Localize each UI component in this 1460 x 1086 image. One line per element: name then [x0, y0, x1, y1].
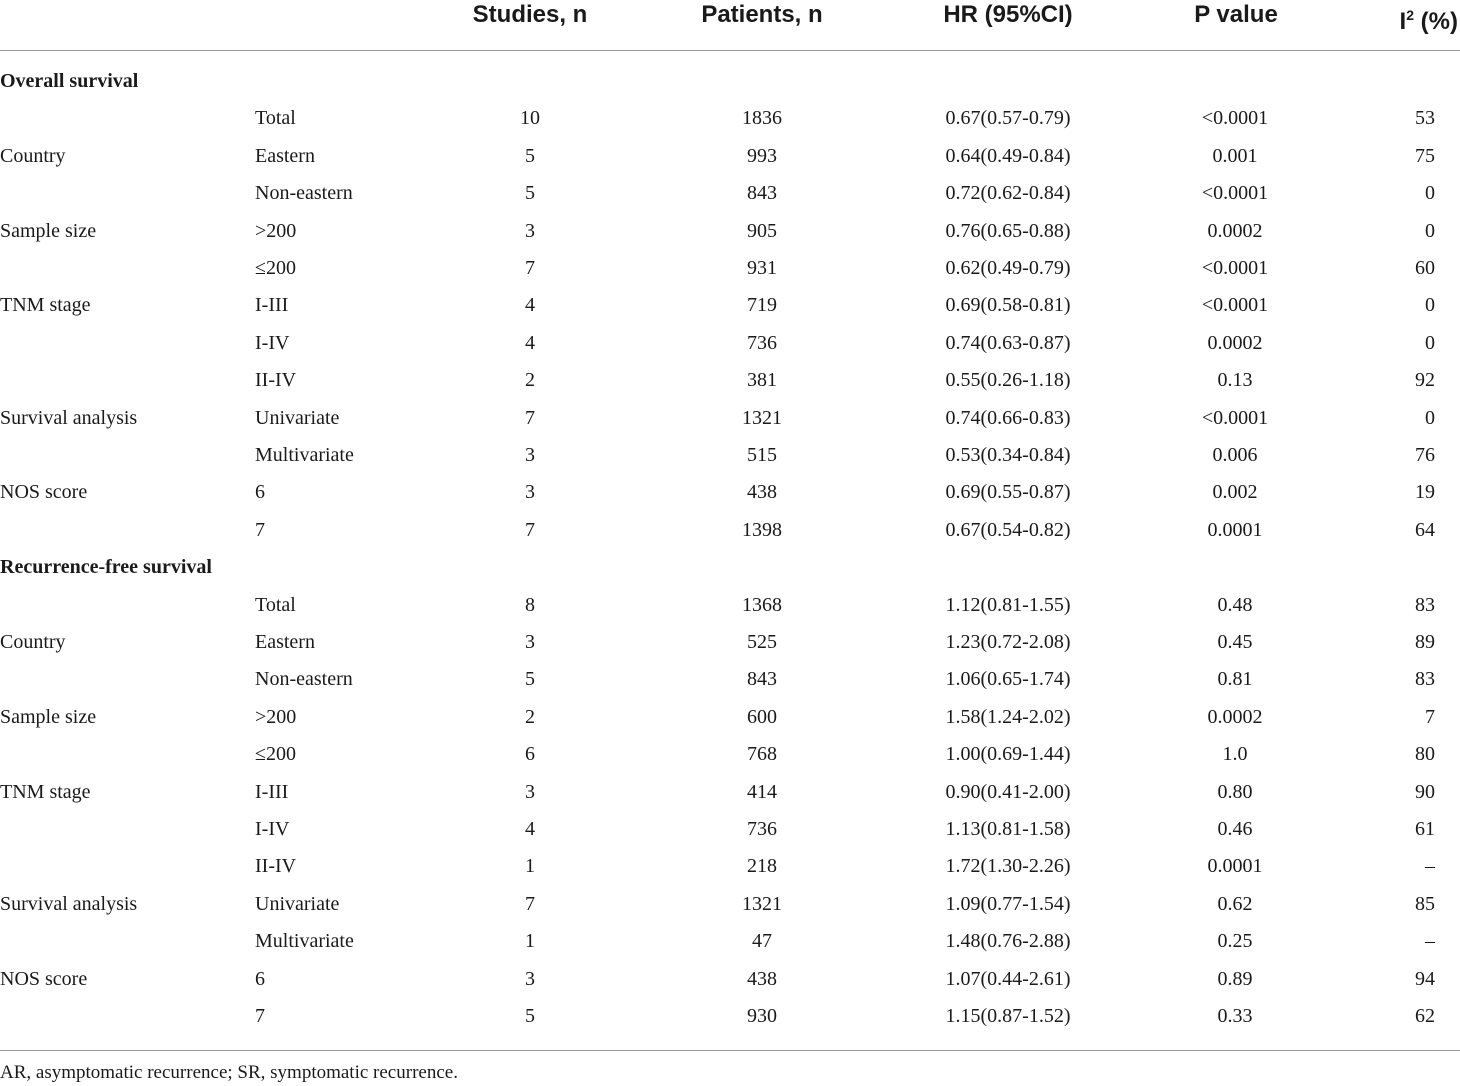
cell-patients: 930: [747, 1005, 777, 1027]
header-patients: Patients, n: [701, 1, 823, 28]
cell-studies: 5: [525, 182, 535, 205]
cell-i2: 64: [1415, 518, 1435, 541]
cell-p-value: 0.0001: [1207, 855, 1263, 878]
cell-p-value: 0.48: [1217, 593, 1253, 616]
cell-studies: 1: [525, 855, 535, 878]
cell-studies: 3: [525, 481, 535, 504]
cell-patients: 515: [747, 444, 777, 466]
cell-studies: 3: [525, 444, 535, 466]
table-row: [0, 100, 1460, 137]
cell-p-value: 1.0: [1222, 743, 1248, 766]
cell-subgroup: I-IV: [255, 818, 290, 840]
cell-p-value: <0.0001: [1201, 406, 1269, 429]
cell-subgroup: Total: [255, 107, 296, 130]
table-row: [0, 661, 1460, 698]
cell-patients: 1836: [742, 107, 782, 130]
cell-studies: 4: [525, 818, 535, 840]
cell-p-value: <0.0001: [1201, 294, 1269, 317]
table-row: [0, 624, 1460, 661]
cell-patients: 218: [747, 855, 777, 878]
cell-subgroup: Multivariate: [255, 930, 354, 953]
cell-i2: 0: [1425, 182, 1435, 205]
cell-hr: 0.62(0.49-0.79): [945, 257, 1071, 279]
cell-subgroup: Non-eastern: [255, 182, 353, 205]
cell-i2: 19: [1415, 481, 1435, 504]
table-row: [0, 512, 1460, 549]
cell-patients: 843: [747, 668, 777, 691]
cell-hr: 0.53(0.34-0.84): [945, 444, 1071, 466]
cell-hr: 1.00(0.69-1.44): [945, 743, 1071, 766]
table-row: [0, 699, 1460, 736]
bottom-rule: [0, 1050, 1460, 1051]
cell-p-value: 0.002: [1212, 481, 1258, 504]
cell-hr: 0.69(0.58-0.81): [945, 294, 1071, 317]
cell-group: TNM stage: [0, 294, 91, 317]
cell-hr: 1.23(0.72-2.08): [945, 631, 1071, 653]
cell-i2: 0: [1425, 406, 1435, 429]
cell-i2: 89: [1415, 631, 1435, 653]
cell-patients: 1398: [742, 518, 782, 541]
cell-subgroup: 7: [255, 518, 265, 541]
cell-hr: 1.12(0.81-1.55): [945, 593, 1071, 616]
cell-subgroup: I-III: [255, 294, 289, 317]
cell-p-value: 0.25: [1217, 930, 1253, 953]
cell-studies: 5: [525, 144, 535, 167]
cell-studies: 7: [525, 257, 535, 279]
cell-group: NOS score: [0, 967, 88, 990]
cell-patients: 47: [752, 930, 772, 953]
cell-hr: 0.67(0.57-0.79): [945, 107, 1071, 130]
cell-subgroup: I-IV: [255, 331, 290, 354]
cell-patients: 768: [747, 743, 777, 766]
cell-p-value: <0.0001: [1201, 182, 1269, 205]
cell-p-value: 0.0002: [1207, 705, 1263, 728]
cell-p-value: 0.006: [1212, 444, 1258, 466]
cell-p-value: 0.0002: [1207, 331, 1263, 354]
cell-p-value: 0.80: [1217, 780, 1253, 803]
cell-i2: 62: [1415, 1005, 1435, 1027]
cell-hr: 0.74(0.66-0.83): [945, 406, 1071, 429]
cell-p-value: 0.45: [1217, 631, 1253, 653]
table-row: [0, 998, 1460, 1035]
cell-i2: 60: [1415, 257, 1435, 279]
section-row: [0, 549, 1460, 586]
cell-group: NOS score: [0, 481, 88, 504]
header-i2-unit: (%): [1414, 8, 1458, 35]
cell-i2: 85: [1415, 892, 1435, 915]
cell-i2: 0: [1425, 294, 1435, 317]
cell-studies: 7: [525, 518, 535, 541]
cell-studies: 3: [525, 780, 535, 803]
cell-subgroup: ≤200: [255, 743, 296, 766]
cell-i2: 75: [1415, 144, 1435, 167]
cell-p-value: 0.46: [1217, 818, 1253, 840]
cell-patients: 438: [747, 967, 777, 990]
cell-patients: 525: [747, 631, 777, 653]
table-row: [0, 474, 1460, 511]
cell-subgroup: I-III: [255, 780, 289, 803]
table-row: [0, 886, 1460, 923]
cell-subgroup: ≤200: [255, 257, 296, 279]
cell-patients: 719: [747, 294, 777, 317]
table-row: [0, 362, 1460, 399]
cell-i2: 90: [1415, 780, 1435, 803]
cell-p-value: <0.0001: [1201, 107, 1269, 130]
cell-subgroup: 6: [255, 967, 265, 990]
cell-patients: 843: [747, 182, 777, 205]
cell-studies: 5: [525, 1005, 535, 1027]
cell-hr: 0.55(0.26-1.18): [945, 369, 1071, 392]
cell-i2: 0: [1425, 219, 1435, 242]
cell-patients: 381: [747, 369, 777, 392]
table-row: [0, 811, 1460, 848]
cell-studies: 5: [525, 668, 535, 691]
header-rule: [0, 50, 1460, 51]
cell-studies: 2: [525, 369, 535, 392]
cell-hr: 0.69(0.55-0.87): [945, 481, 1071, 504]
cell-subgroup: Univariate: [255, 892, 340, 915]
section-row: [0, 63, 1460, 100]
cell-patients: 414: [747, 780, 777, 803]
table-row: [0, 437, 1460, 474]
cell-patients: 600: [747, 705, 777, 728]
cell-subgroup: Eastern: [255, 631, 315, 653]
cell-studies: 7: [525, 406, 535, 429]
cell-i2: 76: [1415, 444, 1435, 466]
cell-hr: 0.64(0.49-0.84): [945, 144, 1071, 167]
cell-patients: 438: [747, 481, 777, 504]
cell-patients: 1321: [742, 892, 782, 915]
cell-studies: 3: [525, 631, 535, 653]
cell-hr: 0.74(0.63-0.87): [945, 331, 1071, 354]
table-row: [0, 961, 1460, 998]
cell-subgroup: >200: [255, 219, 297, 242]
cell-i2: –: [1425, 930, 1435, 953]
cell-hr: 1.72(1.30-2.26): [945, 855, 1071, 878]
table-row: [0, 250, 1460, 287]
cell-i2: 61: [1415, 818, 1435, 840]
cell-p-value: <0.0001: [1201, 257, 1269, 279]
cell-i2: 83: [1415, 668, 1435, 691]
cell-p-value: 0.62: [1217, 892, 1253, 915]
cell-studies: 7: [525, 892, 535, 915]
table-footnote: AR, asymptomatic recurrence; SR, symptomatic recurrence.: [0, 1062, 458, 1083]
table-row: [0, 923, 1460, 960]
cell-studies: 3: [525, 967, 535, 990]
table-row: [0, 848, 1460, 885]
cell-hr: 0.72(0.62-0.84): [945, 182, 1071, 205]
cell-studies: 8: [525, 593, 535, 616]
cell-patients: 905: [747, 219, 777, 242]
cell-patients: 993: [747, 144, 777, 167]
table-row: [0, 325, 1460, 362]
cell-subgroup: Total: [255, 593, 296, 616]
cell-p-value: 0.33: [1217, 1005, 1253, 1027]
cell-subgroup: Non-eastern: [255, 668, 353, 691]
cell-studies: 2: [525, 705, 535, 728]
table-row: [0, 287, 1460, 324]
table-row: [0, 736, 1460, 773]
cell-hr: 1.06(0.65-1.74): [945, 668, 1071, 691]
cell-p-value: 0.81: [1217, 668, 1253, 691]
cell-p-value: 0.89: [1217, 967, 1253, 990]
cell-patients: 1321: [742, 406, 782, 429]
cell-i2: 53: [1415, 107, 1435, 130]
header-p-value: P value: [1194, 1, 1278, 28]
cell-subgroup: Eastern: [255, 144, 315, 167]
cell-hr: 0.76(0.65-0.88): [945, 219, 1071, 242]
cell-hr: 0.67(0.54-0.82): [945, 518, 1071, 541]
cell-hr: 1.13(0.81-1.58): [945, 818, 1071, 840]
cell-patients: 736: [747, 331, 777, 354]
header-i2-base: I: [1399, 8, 1407, 35]
table-row: [0, 774, 1460, 811]
cell-subgroup: Multivariate: [255, 444, 354, 466]
cell-i2: 80: [1415, 743, 1435, 766]
cell-studies: 10: [520, 107, 540, 130]
cell-studies: 3: [525, 219, 535, 242]
cell-group: TNM stage: [0, 780, 91, 803]
header-hr: HR (95%CI): [943, 1, 1073, 28]
cell-studies: 1: [525, 930, 535, 953]
cell-subgroup: 6: [255, 481, 265, 504]
cell-i2: –: [1425, 855, 1435, 878]
cell-i2: 7: [1425, 705, 1435, 728]
table-row: [0, 213, 1460, 250]
cell-group: Country: [0, 631, 66, 653]
cell-i2: 83: [1415, 593, 1435, 616]
cell-hr: 1.48(0.76-2.88): [945, 930, 1071, 953]
cell-subgroup: >200: [255, 705, 297, 728]
cell-p-value: 0.001: [1212, 144, 1258, 167]
cell-hr: 0.90(0.41-2.00): [945, 780, 1071, 803]
table-row: [0, 138, 1460, 175]
header-i2-superscript: 2: [1406, 7, 1414, 23]
cell-hr: 1.15(0.87-1.52): [945, 1005, 1071, 1027]
cell-hr: 1.07(0.44-2.61): [945, 967, 1071, 990]
cell-i2: 92: [1415, 369, 1435, 392]
table-row: [0, 587, 1460, 624]
header-studies: Studies, n: [472, 1, 588, 28]
cell-studies: 4: [525, 294, 535, 317]
cell-studies: 6: [525, 743, 535, 766]
cell-hr: 1.58(1.24-2.02): [945, 705, 1071, 728]
table-row: [0, 175, 1460, 212]
section-title: Recurrence-free survival: [0, 556, 212, 579]
cell-patients: 736: [747, 818, 777, 840]
cell-i2: 0: [1425, 331, 1435, 354]
cell-p-value: 0.13: [1217, 369, 1253, 392]
cell-subgroup: II-IV: [255, 855, 297, 878]
cell-studies: 4: [525, 331, 535, 354]
cell-group: Sample size: [0, 705, 97, 728]
cell-patients: 1368: [742, 593, 782, 616]
cell-hr: 1.09(0.77-1.54): [945, 892, 1071, 915]
cell-group: Survival analysis: [0, 892, 138, 915]
cell-p-value: 0.0001: [1207, 518, 1263, 541]
table-row: [0, 400, 1460, 437]
cell-p-value: 0.0002: [1207, 219, 1263, 242]
cell-group: Survival analysis: [0, 406, 138, 429]
section-title: Overall survival: [0, 70, 139, 92]
cell-i2: 94: [1415, 967, 1435, 990]
cell-subgroup: 7: [255, 1005, 265, 1027]
cell-patients: 931: [747, 257, 777, 279]
cell-group: Sample size: [0, 219, 97, 242]
cell-subgroup: Univariate: [255, 406, 340, 429]
header-i2: [1400, 0, 1458, 37]
cell-group: Country: [0, 144, 66, 167]
cell-subgroup: II-IV: [255, 369, 297, 392]
table-header: [0, 0, 1460, 50]
